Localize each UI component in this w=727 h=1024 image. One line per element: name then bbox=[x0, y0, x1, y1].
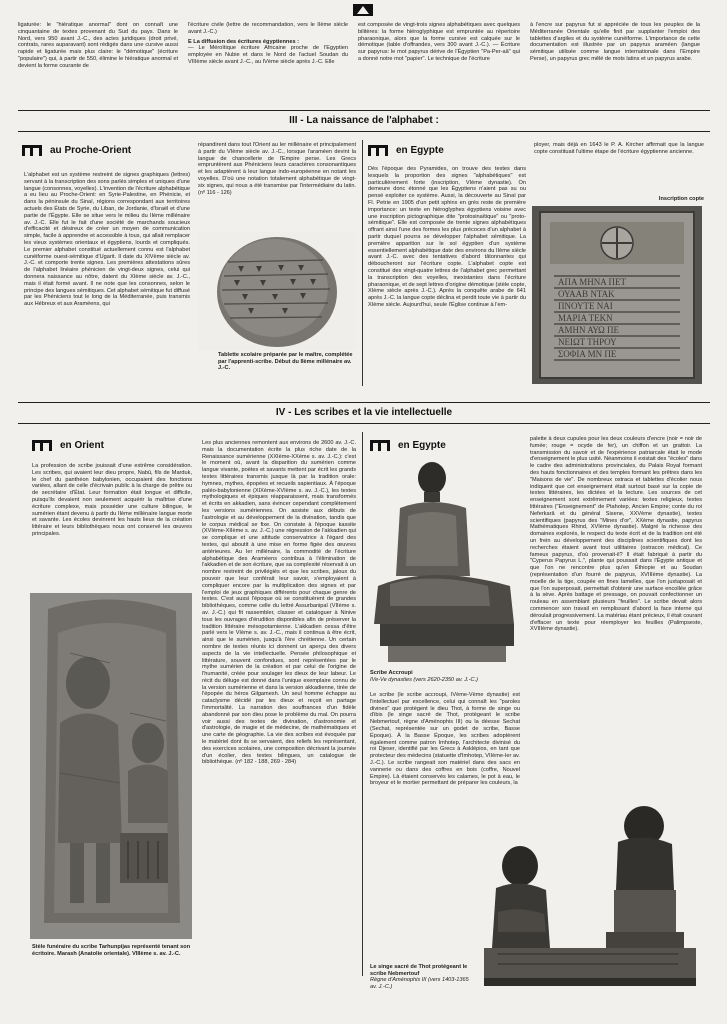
scribe-caption-date: IVe-Ve dynasties (vers 2620-2350 av. J.-C.) bbox=[370, 676, 478, 683]
svg-text:ΝΕΙΩΤ ΤΗΡΟΥ: ΝΕΙΩΤ ΤΗΡΟΥ bbox=[558, 337, 617, 347]
scribe-caption-title: Scribe Accroupi bbox=[370, 670, 413, 676]
svg-text:ΜΑΡΙΑ ΤΕΚΝ: ΜΑΡΙΑ ΤΕΚΝ bbox=[558, 313, 613, 323]
stele-caption: Stèle funéraire du scribe Tarhunpijas représenté tenant son écritoire. Marash (Anatolie orientale). VIIIème s. av. J.-C. bbox=[32, 944, 191, 957]
section-3-left-col-2: répandirent dans tout l'Orient au Ier millénaire et principalement à partir du VIème siècle av. J.-C., lorsque l'araméen devint la langue de chancellerie de l'Empire perse. Les Grecs empruntèrent aux Phéniciens leurs caractères consonantiques et les adaptèrent à leur langue indo-européenne en notant les voyelles. D'où une notation totalement alphabétique de vingt-six signes, qui nous a été transmise par l'intermédiaire du latin.(nº 116 - 126) bbox=[198, 142, 356, 196]
svg-text:ΑΠΑ ΜΗΝΑ ΠΕΤ: ΑΠΑ ΜΗΝΑ ΠΕΤ bbox=[558, 277, 627, 287]
copte-caption: Inscription copte bbox=[658, 196, 704, 202]
svg-text:ΣΟΦΙΑ ΜΝ ΠΕ: ΣΟΦΙΑ ΜΝ ΠΕ bbox=[558, 349, 617, 359]
section-4-left-heading bbox=[32, 440, 104, 451]
top-col-2-heading: E La diffusion des écritures égyptiennes : bbox=[188, 38, 299, 45]
newspaper-page bbox=[18, 0, 710, 1024]
thot-caption bbox=[370, 964, 474, 1004]
clay-tablet-photo bbox=[198, 232, 356, 350]
top-col-1: ligaturée: le "hiératique anormal" dont on connaît une cinquantaine de textes provenant du Sud du pays. Dans le Nord, vers 950 avant J.-C., des actes juridiques (droit privé, contrats, rares auparavant) sont rédigés dans une cursive aussi rapide et ligaturée mais plus claire: le "démotique" (écriture "populaire") qui, à partir de 550, élimine le hiératique anormal et devient la forme courante de bbox=[18, 22, 178, 69]
section-4-right-heading bbox=[370, 440, 446, 451]
section-3-left-col-1: L'alphabet est un système restreint de signes graphiques (lettres) servant à la transcription des sons parlés simples et uniques d'une langue (consonnes, voyelles). L'invention de l'écriture alphabétique a eu lieu au Proche-Orient: en Syrie-Palestine, en Phénicie, et dans la péninsule du Sinaï, régions correspondant aux territoires actuels des États de Syrie, du Liban, de Jordanie, d'Israël et d'une partie de l'Égypte. Elle se situe vers le milieu du IIème millénaire av. J.-C. Elle fut le fait d'une société de marchands soucieux d'efficacité et désireux de créer un moyen de communication simple, facile à apprendre et accessible à tous, qui allait remplacer les vieux systèmes orientaux et égyptiens, lourds et compliqués. Le premier alphabet constitué actuellement connu est l'alphabet cunéiforme ouest-sémitique d'Ugarit. Il date du XIVème siècle av. J.-C. et comporte trente signes. Les premières attestations sûres de l'alphabet linéaire phénicien de vingt-deux signes, celui qui donnera naissance au nôtre, datent du XIème siècle av. J.-C., mais il était formé avant. Il ne note que les consonnes, selon le principe des langues sémitiques. Cet alphabet sémitique fut diffusé par les Phéniciens tout le long de la Méditerranée, puis transmis aux Hébreux et aux Araméens, qui bbox=[24, 172, 190, 308]
section-4-mid-col: Les plus anciennes remontent aux environs de 2600 av. J.-C. mais la documentation écrite la plus riche date de la Renaissance sumérienne (XXIème-XXème s. av. J.-C.): c'est le moment où, avant la disparition du sumérien comme langue vivante, poètes et savants mettent par écrit les grands textes littéraires transmis jusque là par la tradition orale: hymnes, mythes, épopées et recueils sapientiaux. À l'époque paléo-babylonienne (XIXème-XVIème s. av. J.-C.), les textes mythologiques et épiques réapparaissent, mais transformés et écrits en akkadien, sans évincer cependant complètement les versions sumériennes. On assiste aux débuts de l'astrologie et au développement de la divination, tandis que le corpus médical se fixe. On constate à l'époque kassite (XVIème-XIIème s. av. J.-C.) une régression de l'akkadien qui se complique et une attitude conservatrice à l'égard des textes, qui aboutit à une mise en forme figée des œuvres antérieures. Au Ier millénaire, la commodité de l'écriture alphabétique des Araméens contribua à l'élimination de l'akkadien et de son écriture, que sa complexité réservait à un nombre restreint de privilégiés et que les scribes, jaloux du pouvoir que leur conférait leur savoir, s'employaient à compliquer encore par la multiplication des signes et par l'emploi de jeux graphiques différents pour chaque genre de textes. C'est aussi l'époque où se constituèrent de grandes bibliothèques, comme celle du lettré Assurbanipal (VIIème s. av. J.-C.) qui fit rassembler, classer et cataloguer à Ninive tous les ouvrages d'érudition disponibles afin de préserver la tradition littéraire mésopotamienne. L'akkadien cessa d'être parlé vers le VIème s. av. J.-C., mais il continua à être écrit, ainsi que le sumérien, jusqu'à l'ère chrétienne. Un certain nombre de textes réunis ici donnent un aperçu des divers aspects de la vie intellectuelle. Pensée philosophique et littérature, souvent confondues, sont représentées par le mythe sumérien de la création et par celui de l'origine de l'humanité, créée pour soulager les dieux de leur labeur. Le récit du déluge est donné dans l'unique exemplaire connu de la version sumérienne et dans la version akkadienne, tirée de l'épopée du héros Gilgamesh. Un seul homme échappe au cataclysme décidé par les dieux et reçoit en partage l'immortalité. La narration des souffrances d'un fidèle abandonné par son dieu pose le problème du mal. On pourra voir aussi des textes de divination, d'astronomie et d'astrologie, de magie et de médecine, de mathématiques et une carte de géographie. La vie des scribes est évoquée par le matériel dont ils se servaient, des reliefs les représentant, des exercices scolaires, une composition décrivant la journée d'un écolier, des textes bilingues, un catalogue de bibliothèque. (nº 182 - 188, 269 - 284) bbox=[202, 440, 356, 766]
flag-icon bbox=[370, 440, 390, 451]
flag-icon bbox=[32, 440, 52, 451]
section-4-left-heading-label: en Orient bbox=[60, 440, 104, 451]
thot-caption-title: Le singe sacré de Thot protégeant le scribe Nebmertouf bbox=[370, 964, 468, 977]
svg-text:ΑΜΗΝ ΑΥΩ ΠΕ: ΑΜΗΝ ΑΥΩ ΠΕ bbox=[558, 325, 620, 335]
scribe-caption bbox=[370, 670, 520, 688]
section-3-left-heading-label: au Proche-Orient bbox=[50, 145, 132, 156]
svg-text:ΠΝΟΥΤΕ ΝΑΙ: ΠΝΟΥΤΕ ΝΑΙ bbox=[558, 301, 613, 311]
flag-icon bbox=[22, 145, 42, 156]
top-col-2-text-b: — Le Méroïtique écriture Africaine proche de l'Égyptien employée en Nubie et dans le Nord de l'actuel Soudan du VIIIème siècle avant J.-C., au IVème siècle après J.-C. Elle bbox=[188, 45, 348, 65]
section-4-title: IV - Les scribes et la vie intellectuelle bbox=[18, 402, 710, 424]
section-4-right-col-2: palette à deux cupules pour les deux couleurs d'encre (noir = noir de fumée; rouge = ocyde de fer), un chiffon et un grattoir. La transmission du savoir et de l'expérience patriarcale était le mode d'enseignement le plus usité. Néanmoins il existait des "écoles" dans le cadre des administrations provinciales, du Palais Royal formant des hauts fonctionnaires et des temples formant les prêtres dans les "Maisons de vie". De nombreux ostraca et tablettes d'écolier nous indiquent que cet enseignement était surtout basé sur la copie de textes littéraires, les dictées et la lecture. Les sources de cet enseignement sont extrêmement variées: textes religieux, textes littéraires ("Enseignement" de Ptahotep, Ancien Empire; conte du roi Neferkarâ et du général Sisene, XXVème dynastie), textes scientifiques (papyrus des "Mines d'or", XXème dynastie, papyrus Mathématiques Rhind, XVIème dynastie). Malgré la richesse des domaines explorés, le respect du texte écrit et de la tradition ont été un frein au développement des disciplines scientifiques dont les recherches étaient avant tout utilitaires (ostracon médical). Ce fameux papyrus, d'où provenait-il? Il était fabriqué à partir du "Cyperus Papyrus L.", plante qui poussait dans l'Égypte antique et que l'on ne rencontre plus qu'en Éthiopie et au Soudan (représentation d'un fourré de papyrus, XVIIIème dynastie). La moelle de la tige, coupée en fines lamelles, que l'on juxtaposait et que l'on superposait, permettait d'obtenir une surface encollée grâce à la sève. Après battage et pressage, on pouvait confectionner un rouleau en assemblant plusieurs "feuilles". Le scribe devait alors commencer son travail en remplissant d'abord la face interne qui déroulait progressivement. La matériau étant précieux, il était courant d'effacer un texte pour réemployer les feuilles (Palimpseste, XVIIIème dynastie). bbox=[530, 436, 702, 633]
divider bbox=[362, 432, 363, 976]
section-3-right-col-2: ployer, mais déjà en 1643 le P. A. Kircher affirmait que la langue copte constituait l'ultime étape de l'écriture égyptienne ancienne. bbox=[534, 142, 704, 155]
thot-baboon-photo bbox=[478, 802, 702, 988]
coptic-stele-photo bbox=[532, 206, 702, 384]
top-col-2 bbox=[188, 22, 348, 102]
thot-caption-reign: Règne d'Aménophis III (vers 1403-1365 av. J.-C.) bbox=[370, 977, 469, 990]
logo-icon bbox=[353, 3, 373, 15]
top-col-3: est composée de vingt-trois signes alphabétiques avec quelques bilitères: la forme hiéroglyphique est empruntée au répertoire pharaonique, alors que la forme cursive est calquée sur le démotique (table d'offrandes, vers 300 avant J.-C.). — Écriture sur papyrus: le mot papyrus dérive de l'Égyptien "Pa-Per-aâ" qui a donné notre mot "papier". Le technique de l'écriture bbox=[358, 22, 520, 62]
section-4-right-heading-label: en Egypte bbox=[398, 440, 446, 451]
divider bbox=[362, 140, 363, 386]
section-4-right-col-1: Le scribe (le scribe accroupi, IVème-Vème dynastie) est l'intellectuel par excellence, celui qui connaît les "paroles divines" que protègent le dieu Thot, à forme de singe ou d'ibis (le singe sacré de Thot, protégeant le scribe Nebmertouf, règne d'Aménophis III) ou la déesse Sechat (Sechat, représentée sur un godet de scribe, Basse Époque). À la Basse Époque, les scribes adoptèrent également comme patron Imhotep, l'architecte divinisé du roi Djeser, identifié par les Grecs à Asklépios, en tant que protecteur des médecins (statuette d'Imhotep, VIIème-Ier av. J.-C.). Le scribe rangeait son matériel dans des sacs en vannerie ou dans des coffres en bois (coffre, Nouvel Empire). Là étaient conservés les calames, le pot à eau, le broyeur et le mortier permettant de préparer les couleurs, la bbox=[370, 692, 520, 787]
top-col-2-text-a: l'écriture civile (lettre de recommandation, vers le IIème siècle avant J.-C.) bbox=[188, 22, 348, 35]
top-col-4: à l'encre sur papyrus fut si appréciée de tous les peuples de la Méditerranée Orientale qu'elle finit par supplanter l'emploi des tablettes d'argiles et du système cunéiforme. L'importance de cette documentation est illustrée par un papyrus araméen (langue sémitique utilisée comme langue internationale dans l'Empire Perse), un papyrus grec mêlé de mots latins et un papyrus arabe. bbox=[530, 22, 700, 62]
seated-scribe-photo bbox=[370, 456, 520, 668]
flag-icon bbox=[368, 145, 388, 156]
section-4-left-intro: La profession de scribe jouissait d'une extrême considération. Les scribes, qui avaient leur dieu propre, Nabû, fils de Marduk, le chef du panthéon babylonien, occupaient des fonctions variées, allant de celle d'écrivain public à la charge de prêtre ou de secrétaire d'État. Leur formation était longue et difficile, puisqu'ils devaient non seulement acquérir la maîtrise d'une écriture complexe, mais posséder une culture bilingue, le sumérien étant devenu à partir du IIème millénaire langue morte et savante. Les écoles devinrent les hauts lieux de la création littéraire et leurs bibliothèques nous ont conservé les œuvres principales. bbox=[32, 463, 192, 537]
tablet-caption: Tablette scolaire préparée par le maître, complétée par l'apprenti-scribe. Début du IIème millénaire av. J.-C. bbox=[218, 352, 353, 372]
funerary-stele-photo bbox=[30, 593, 192, 939]
section-3-right-heading bbox=[368, 145, 444, 156]
svg-text:ΟΥΑΑΒ ΝΤΑΚ: ΟΥΑΑΒ ΝΤΑΚ bbox=[558, 289, 615, 299]
section-3-title: III - La naissance de l'alphabet : bbox=[18, 110, 710, 132]
section-3-right-heading-label: en Egypte bbox=[396, 145, 444, 156]
section-3-left-heading bbox=[22, 145, 131, 156]
section-3-right-col: Dès l'époque des Pyramides, on trouve des textes dans lesquels la proportion des signes "alphabétiques" est particulièrement forte (inscription, VIème dynastie). On demeure donc étonné que les Égyptiens n'aient pas su ou pensé exploiter ce système. Aussi, la découverte au Sinaï par Fl. Petrie en 1905 d'un petit sphinx en grès reste de première importance: un texte en hiéroglyphes égyptiens voisine avec une inscription pictographique dite "protosinaïtique" ou "proto-sémitique". Elle est composée de trente signes alphabétiques offrant ainsi l'une des formes les plus précoces d'un alphabet à partir duquel pourra se développer l'alphabet sémitique. La première apparition sur le sol égyptien d'un système essentiellement alphabétique date des environs du IIème siècle avant J.-C. avec des tentatives d'abord tâtonnantes qui déboucheront sur l'écriture copte. L'alphabet copte est constitué des vingt-quatre lettres de l'alphabet grec permettant la transcription des voyelles, inexistantes dans l'écriture pharaonique, et de sept lettres d'origine démotique (stèle copte, XIème siècle après J.-C.). Après la conquête arabe de 641 après J.-C. la langue copte déclina et perdit toute vie à partir du XIème siècle. Aujourd'hui, seule l'Église continue à l'em- bbox=[368, 166, 526, 308]
